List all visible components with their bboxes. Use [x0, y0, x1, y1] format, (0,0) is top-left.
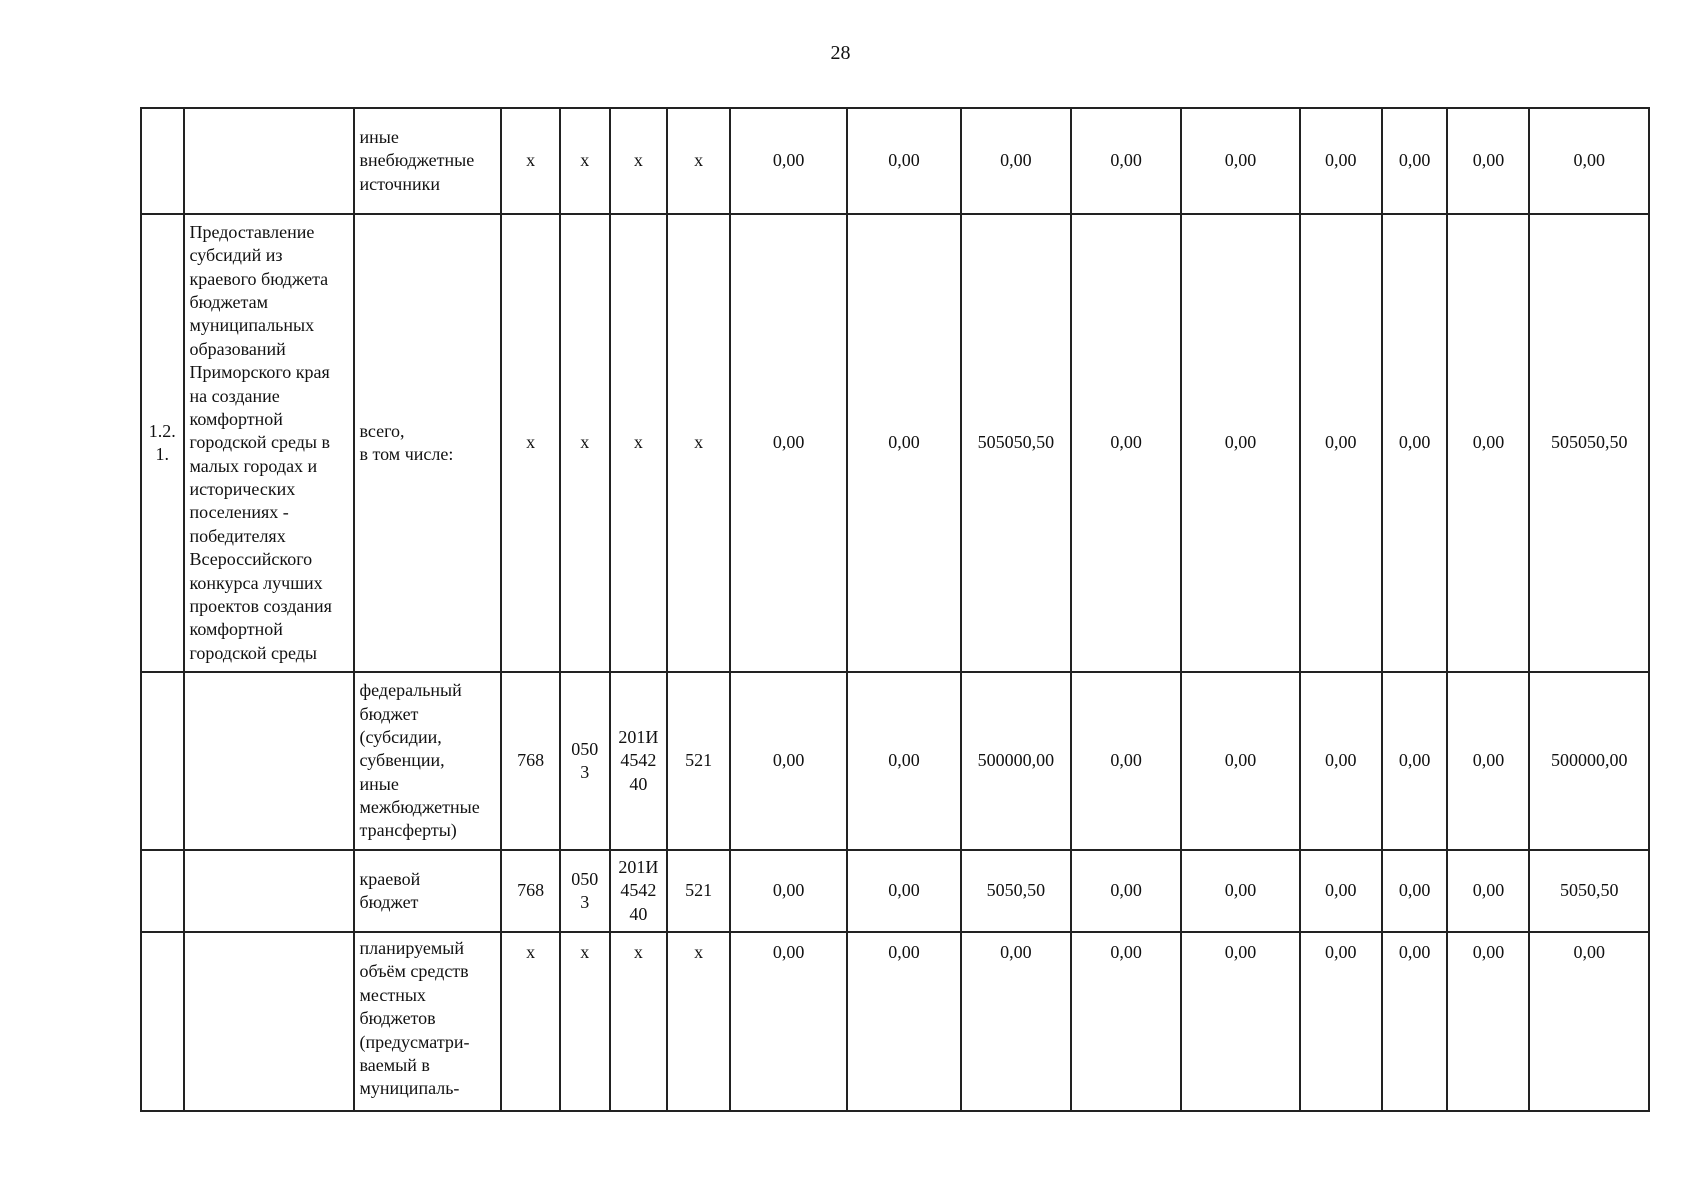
- csr-code-cell: х: [610, 214, 668, 672]
- funding-source-cell: федеральный бюджет (субсидии, субвенции, иные межбюджетные трансферты): [354, 672, 502, 850]
- amount-cell: 0,00: [1382, 214, 1448, 672]
- funding-source-cell: иные внебюджетные источники: [354, 108, 502, 214]
- amount-cell: 505050,50: [1529, 214, 1649, 672]
- grbs-code-cell: х: [501, 108, 560, 214]
- event-name-cell: [184, 672, 354, 850]
- vr-code-cell: 521: [667, 850, 730, 932]
- vr-code-cell: 521: [667, 672, 730, 850]
- funding-source-cell: всего, в том числе:: [354, 214, 502, 672]
- rzpr-code-cell: х: [560, 932, 610, 1111]
- budget-table: [140, 107, 1650, 1112]
- amount-cell: 0,00: [1300, 932, 1382, 1111]
- table-row: [141, 672, 1649, 850]
- rzpr-code-cell: 050 3: [560, 850, 610, 932]
- grbs-code-cell: 768: [501, 672, 560, 850]
- amount-cell: 0,00: [1300, 850, 1382, 932]
- amount-cell: 0,00: [1382, 672, 1448, 850]
- event-name-cell: Предоставление субсидий из краевого бюджета бюджетам муниципальных образований Приморского края на создание комфортной городской среды в малых городах и исторических поселениях - победителях Всероссийского конкурса лучших проектов создания комфортной городской среды: [184, 214, 354, 672]
- funding-source-cell: краевой бюджет: [354, 850, 502, 932]
- amount-cell: 5050,50: [1529, 850, 1649, 932]
- amount-cell: 0,00: [1181, 108, 1299, 214]
- row-number-cell: [141, 108, 184, 214]
- amount-cell: 500000,00: [961, 672, 1071, 850]
- amount-cell: 0,00: [730, 672, 847, 850]
- amount-cell: 5050,50: [961, 850, 1071, 932]
- table-row: [141, 850, 1649, 932]
- amount-cell: 0,00: [730, 108, 847, 214]
- rzpr-code-cell: 050 3: [560, 672, 610, 850]
- table-row: [141, 932, 1649, 1111]
- row-number-cell: [141, 932, 184, 1111]
- amount-cell: 0,00: [730, 214, 847, 672]
- rzpr-code-cell: х: [560, 108, 610, 214]
- amount-cell: 0,00: [961, 932, 1071, 1111]
- amount-cell: 0,00: [1447, 108, 1529, 214]
- csr-code-cell: 201И 4542 40: [610, 850, 668, 932]
- event-name-cell: [184, 850, 354, 932]
- amount-cell: 0,00: [847, 214, 960, 672]
- amount-cell: 0,00: [1447, 214, 1529, 672]
- vr-code-cell: х: [667, 932, 730, 1111]
- row-number-cell: [141, 672, 184, 850]
- amount-cell: 0,00: [730, 850, 847, 932]
- amount-cell: 0,00: [1071, 672, 1181, 850]
- page-number: 28: [830, 42, 851, 64]
- grbs-code-cell: х: [501, 214, 560, 672]
- amount-cell: 0,00: [1447, 932, 1529, 1111]
- row-number-cell: [141, 850, 184, 932]
- amount-cell: 0,00: [847, 850, 960, 932]
- amount-cell: 0,00: [1382, 932, 1448, 1111]
- amount-cell: 0,00: [1300, 214, 1382, 672]
- amount-cell: 0,00: [1181, 850, 1299, 932]
- amount-cell: 0,00: [1447, 672, 1529, 850]
- amount-cell: 0,00: [1529, 108, 1649, 214]
- rzpr-code-cell: х: [560, 214, 610, 672]
- amount-cell: 0,00: [1181, 932, 1299, 1111]
- csr-code-cell: 201И 4542 40: [610, 672, 668, 850]
- amount-cell: 0,00: [1300, 672, 1382, 850]
- csr-code-cell: х: [610, 932, 668, 1111]
- grbs-code-cell: 768: [501, 850, 560, 932]
- amount-cell: 0,00: [847, 932, 960, 1111]
- amount-cell: 0,00: [730, 932, 847, 1111]
- vr-code-cell: х: [667, 108, 730, 214]
- csr-code-cell: х: [610, 108, 668, 214]
- table-row: [141, 214, 1649, 672]
- amount-cell: 0,00: [847, 672, 960, 850]
- amount-cell: 0,00: [1181, 672, 1299, 850]
- amount-cell: 0,00: [961, 108, 1071, 214]
- amount-cell: 0,00: [1447, 850, 1529, 932]
- vr-code-cell: х: [667, 214, 730, 672]
- table-row: [141, 108, 1649, 214]
- amount-cell: 0,00: [1181, 214, 1299, 672]
- amount-cell: 0,00: [1382, 850, 1448, 932]
- amount-cell: 0,00: [1071, 932, 1181, 1111]
- amount-cell: 0,00: [1382, 108, 1448, 214]
- amount-cell: 500000,00: [1529, 672, 1649, 850]
- funding-source-cell: планируемый объём средств местных бюджетов (предусматри- ваемый в муниципаль-: [354, 932, 502, 1111]
- amount-cell: 0,00: [1071, 214, 1181, 672]
- row-number-cell: 1.2. 1.: [141, 214, 184, 672]
- grbs-code-cell: х: [501, 932, 560, 1111]
- amount-cell: 0,00: [847, 108, 960, 214]
- event-name-cell: [184, 932, 354, 1111]
- amount-cell: 505050,50: [961, 214, 1071, 672]
- amount-cell: 0,00: [1300, 108, 1382, 214]
- amount-cell: 0,00: [1529, 932, 1649, 1111]
- amount-cell: 0,00: [1071, 108, 1181, 214]
- event-name-cell: [184, 108, 354, 214]
- amount-cell: 0,00: [1071, 850, 1181, 932]
